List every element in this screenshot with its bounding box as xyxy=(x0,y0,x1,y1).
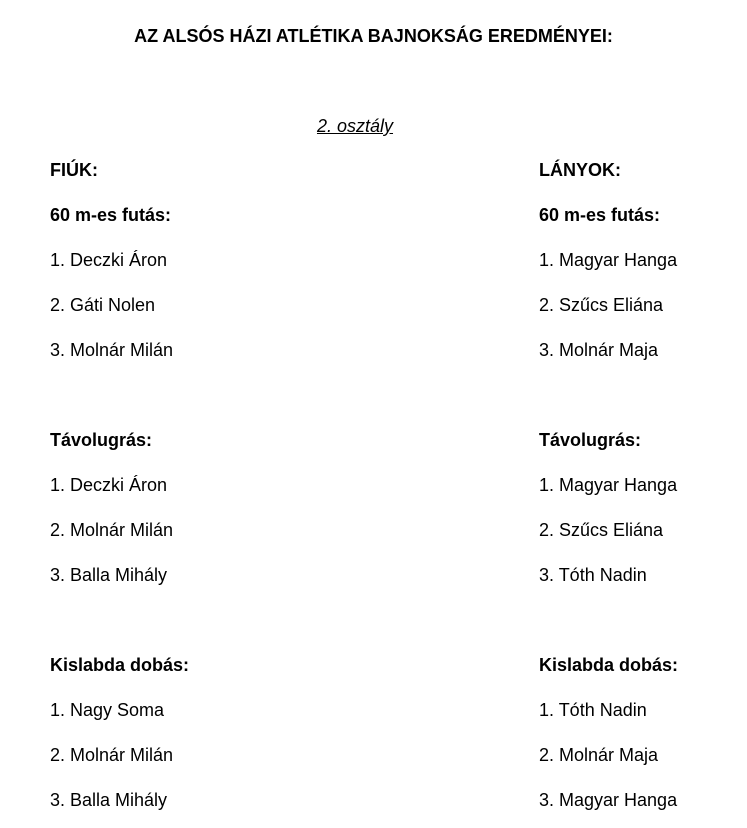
girls-event-sprint xyxy=(539,203,744,362)
result-item: 3. Molnár Maja xyxy=(539,340,659,360)
result-item: 1. Deczki Áron xyxy=(50,475,168,495)
boys-event-long-jump xyxy=(50,428,380,587)
result-item: 2. Szűcs Eliána xyxy=(539,295,664,315)
result-item: 3. Balla Mihály xyxy=(50,790,168,810)
boys-heading: FIÚK: xyxy=(50,160,98,180)
result-item: 1. Nagy Soma xyxy=(50,700,165,720)
girls-event-ball-throw xyxy=(539,653,744,812)
result-item: 2. Molnár Milán xyxy=(50,520,174,540)
result-item: 2. Gáti Nolen xyxy=(50,295,156,315)
result-item: 2. Molnár Milán xyxy=(50,745,174,765)
event-title: Kislabda dobás: xyxy=(539,655,679,675)
result-item: 2. Molnár Maja xyxy=(539,745,659,765)
result-item: 1. Magyar Hanga xyxy=(539,475,678,495)
result-item: 2. Szűcs Eliána xyxy=(539,520,664,540)
boys-event-sprint xyxy=(50,203,380,362)
event-title: Kislabda dobás: xyxy=(50,655,190,675)
boys-event-ball-throw xyxy=(50,653,380,812)
class-heading: 2. osztály xyxy=(316,116,394,136)
event-title: 60 m-es futás: xyxy=(50,205,172,225)
result-item: 1. Magyar Hanga xyxy=(539,250,678,270)
result-item: 1. Tóth Nadin xyxy=(539,700,647,720)
result-item: 1. Deczki Áron xyxy=(50,250,168,270)
boys-column xyxy=(50,158,380,812)
result-item: 3. Balla Mihály xyxy=(50,565,168,585)
girls-event-long-jump xyxy=(539,428,744,587)
event-title: Távolugrás: xyxy=(50,430,153,450)
girls-heading: LÁNYOK: xyxy=(539,160,621,180)
event-title: Távolugrás: xyxy=(539,430,642,450)
result-item: 3. Magyar Hanga xyxy=(539,790,678,810)
document-title: AZ ALSÓS HÁZI ATLÉTIKA BAJNOKSÁG EREDMÉNYEI: xyxy=(134,26,613,46)
result-item: 3. Tóth Nadin xyxy=(539,565,647,585)
event-title: 60 m-es futás: xyxy=(539,205,661,225)
girls-column xyxy=(539,158,744,812)
result-item: 3. Molnár Milán xyxy=(50,340,174,360)
